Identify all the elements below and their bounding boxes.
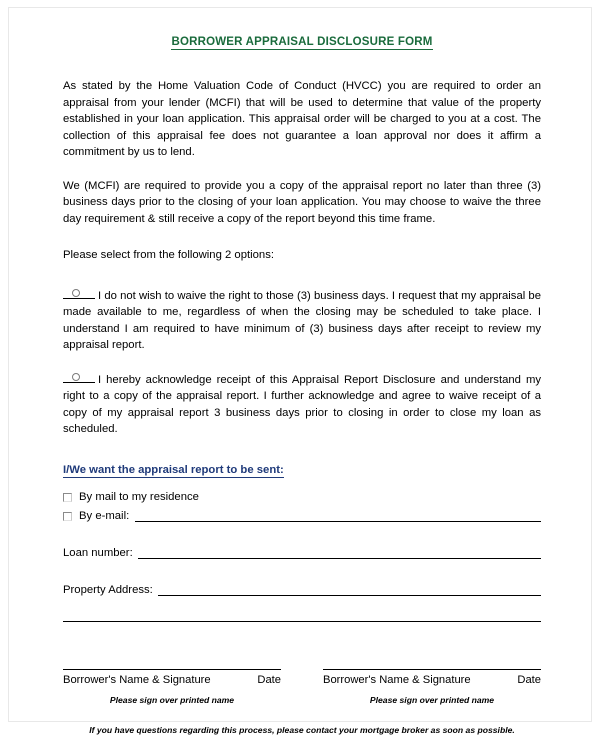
delivery-mail[interactable] [63, 490, 541, 505]
signature-column-1 [63, 668, 281, 705]
radio-button-icon[interactable] [72, 373, 80, 381]
select-options-instruction: Please select from the following 2 options: [63, 249, 274, 261]
checkbox-icon[interactable] [63, 512, 72, 521]
borrower-name-label-1: Borrower's Name & Signature [63, 673, 211, 686]
delivery-heading [63, 464, 541, 476]
option-acknowledge-waive[interactable] [63, 372, 541, 438]
signature-column-2 [323, 668, 541, 705]
delivery-email-label: By e-mail: [79, 509, 130, 522]
signature-block [63, 668, 541, 705]
document-page [8, 7, 592, 735]
option-underline [63, 382, 95, 383]
property-address-label: Property Address: [63, 583, 153, 596]
option-acknowledge-waive-text: I hereby acknowledge receipt of this Appraisal Report Disclosure and understand my right to a copy of the appraisal report. I further acknowledge and agree to waive receipt of a copy of my appraisal report 3 business days prior to closing in order to close my loan as scheduled. [63, 373, 541, 435]
date-label-2: Date [517, 673, 541, 686]
signature-caption-1: Please sign over printed name [109, 694, 235, 705]
signature-caption-2: Please sign over printed name [369, 694, 495, 705]
signature-labels-1 [63, 674, 281, 686]
option-do-not-waive-text: I do not wish to waive the right to those (3) business days. I request that my appraisal be made available to me, regardless of when the closing may be scheduled to take place. I understand I am required to have minimum of (3) business days after receipt to review my appraisal report. [63, 289, 541, 351]
option-do-not-waive[interactable] [63, 288, 541, 354]
option-acknowledge-waive-marker[interactable] [63, 372, 95, 383]
email-input-line[interactable] [135, 511, 541, 522]
document-content [63, 36, 541, 735]
delivery-heading-text: I/We want the appraisal report to be sent: [63, 463, 284, 476]
paragraph-hvcc-notice: As stated by the Home Valuation Code of Conduct (HVCC) you are required to order an appraisal from your lender (MCFI) that will be used to determine that value of the property established in your loan application. This appraisal order will be charged to you at a cost. The collection of this appraisal fee does not guarantee a loan approval nor does it affirm a commitment by us to lend. [63, 80, 541, 158]
loan-number-field[interactable] [63, 546, 541, 561]
signature-labels-2 [323, 674, 541, 686]
signature-line-2[interactable] [323, 668, 541, 670]
radio-button-icon[interactable] [72, 289, 80, 297]
footer-note: If you have questions regarding this process, please contact your mortgage broker as soon as possible. [89, 724, 515, 735]
loan-number-input-line[interactable] [138, 548, 541, 559]
option-underline [63, 298, 95, 299]
property-address-field[interactable] [63, 583, 541, 598]
loan-number-label: Loan number: [63, 546, 133, 559]
signature-line-1[interactable] [63, 668, 281, 670]
checkbox-icon[interactable] [63, 493, 72, 502]
borrower-name-label-2: Borrower's Name & Signature [323, 673, 471, 686]
property-address-input-line[interactable] [158, 585, 541, 596]
property-address-input-line-2[interactable] [63, 620, 541, 622]
delivery-mail-label: By mail to my residence [79, 490, 199, 503]
date-label-1: Date [257, 673, 281, 686]
paragraph-copy-timing: We (MCFI) are required to provide you a copy of the appraisal report no later than three (3) business days prior to the closing of your loan application. You may choose to waive the three day requirement & still receive a copy of the report beyond this time frame. [63, 179, 541, 225]
page-title-text: BORROWER APPRAISAL DISCLOSURE FORM [171, 36, 433, 48]
delivery-email[interactable] [63, 509, 541, 524]
option-do-not-waive-marker[interactable] [63, 288, 95, 299]
page-title [63, 36, 541, 48]
